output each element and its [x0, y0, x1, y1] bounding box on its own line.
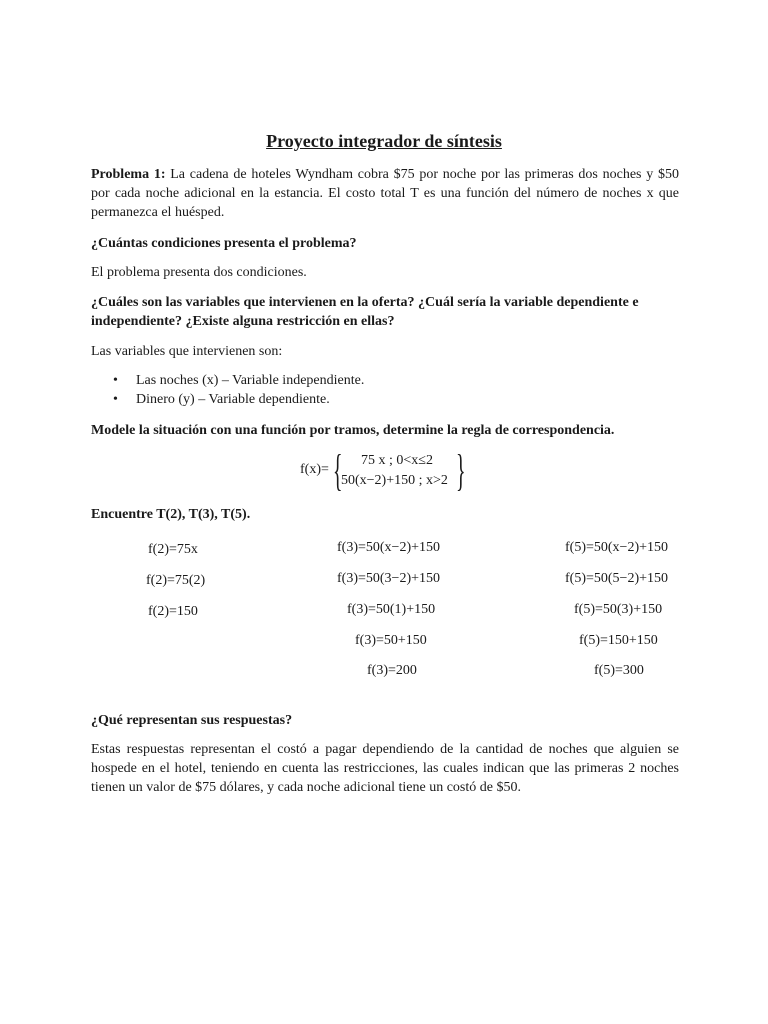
list-item: • Dinero (y) – Variable dependiente.: [91, 390, 364, 409]
answer-1: El problema presenta dos condiciones.: [91, 265, 307, 280]
problem-label: Problema 1:: [91, 167, 166, 182]
piecewise-row-1: 75 x ; 0<x≤2: [361, 453, 433, 468]
list-item: • Las noches (x) – Variable independiente.: [91, 371, 364, 390]
question-4: Encuentre T(2), T(3), T(5).: [91, 507, 251, 522]
eq-t3-step-2: f(3)=50(3−2)+150: [337, 571, 440, 586]
question-5: ¿Qué representan sus respuestas?: [91, 713, 293, 728]
eq-t2-step-3: f(2)=150: [148, 604, 198, 619]
answer-5: Estas respuestas representan el costó a pagar dependiendo de la cantidad de noches que alguien se hospede en el hotel, teniendo en cuenta las restricciones, las cuales indican que las primeras 2 noches tienen un valor de $75 dólares, y cada noche adicional tiene un costó de $50.: [91, 742, 679, 795]
eq-t2-step-2: f(2)=75(2): [146, 573, 206, 588]
problem-statement: [91, 165, 679, 222]
eq-t3-step-4: f(3)=50+150: [355, 633, 427, 648]
question-3: Modele la situación con una función por tramos, determine la regla de correspondencia.: [91, 423, 615, 438]
eq-t5-step-5: f(5)=300: [594, 663, 644, 678]
answer-2: Las variables que intervienen son:: [91, 344, 283, 359]
eq-t2-step-1: f(2)=75x: [148, 542, 198, 557]
eq-t5-step-3: f(5)=50(3)+150: [574, 602, 663, 617]
left-brace: {: [333, 446, 343, 495]
eq-t3-step-1: f(3)=50(x−2)+150: [337, 540, 440, 555]
right-brace: }: [456, 446, 466, 495]
question-2: ¿Cuáles son las variables que intervienen en la oferta? ¿Cuál sería la variable dependiente e independiente? ¿Existe alguna restricción en ellas?: [91, 295, 639, 329]
problem-text: La cadena de hoteles Wyndham cobra $75 por noche por las primeras dos noches y $50 por cada noche adicional en la estancia. El costo total T es una función del número de noches x que permanezca el huésped.: [91, 167, 679, 220]
piecewise-row-2: 50(x−2)+150 ; x>2: [341, 473, 448, 488]
eq-t5-step-4: f(5)=150+150: [579, 633, 658, 648]
eq-t5-step-1: f(5)=50(x−2)+150: [565, 540, 668, 555]
variables-list: [91, 371, 364, 409]
page-title: Proyecto integrador de síntesis: [266, 131, 502, 151]
piecewise-lhs: f(x)=: [300, 462, 329, 477]
question-1: ¿Cuántas condiciones presenta el problema?: [91, 236, 357, 251]
eq-t3-step-3: f(3)=50(1)+150: [347, 602, 436, 617]
eq-t5-step-2: f(5)=50(5−2)+150: [565, 571, 668, 586]
eq-t3-step-5: f(3)=200: [367, 663, 417, 678]
